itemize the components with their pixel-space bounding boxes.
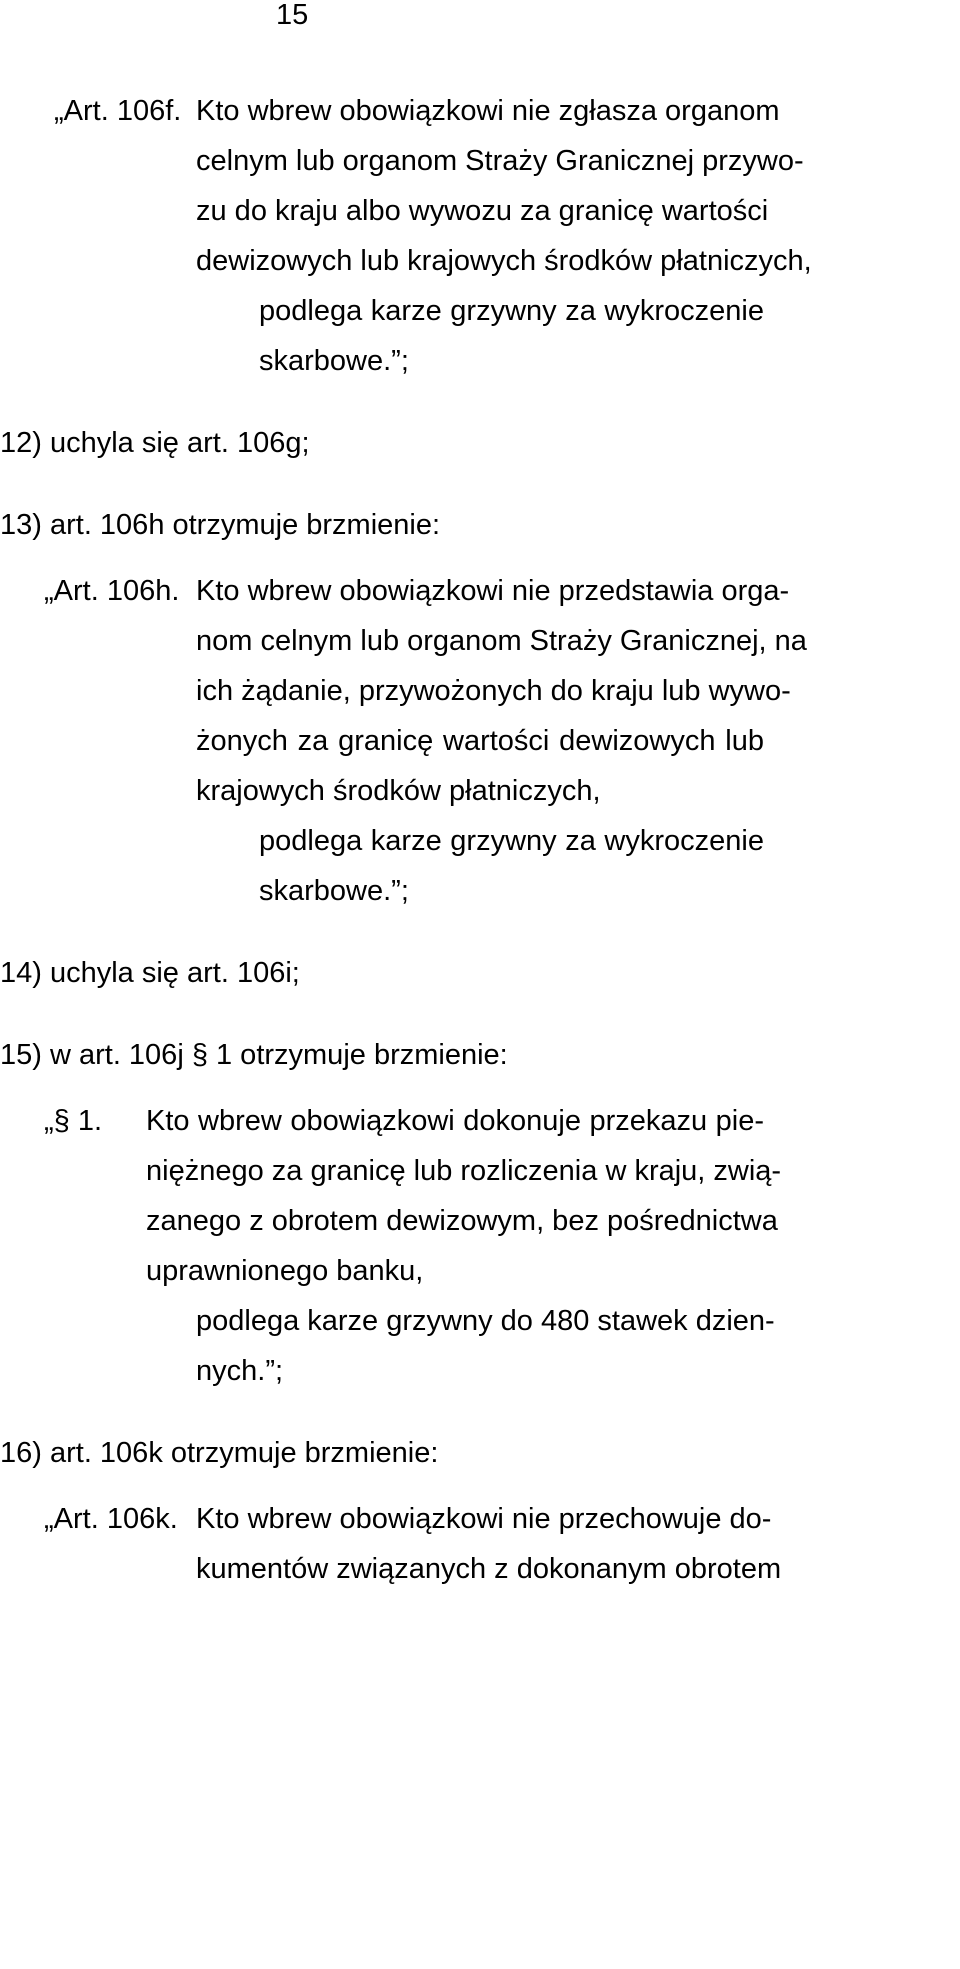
penalty-text-line: skarbowe.”; <box>259 345 409 377</box>
penalty-text-line: podlega karze grzywny za wykroczenie <box>259 825 764 857</box>
list-item: 12) uchyla się art. 106g; <box>0 427 310 459</box>
list-item: 13) art. 106h otrzymuje brzmienie: <box>0 509 441 541</box>
page-number: 15 <box>276 0 309 31</box>
penalty-text-line: nych.”; <box>196 1355 284 1387</box>
article-label: „Art. 106f. <box>54 95 182 127</box>
paragraph-text-line: niężnego za granicę lub rozliczenia w kraju, zwią- <box>146 1155 782 1187</box>
article-text-line: dewizowych lub krajowych środków płatniczych, <box>196 245 812 277</box>
list-item: 14) uchyla się art. 106i; <box>0 957 300 989</box>
article-label: „Art. 106h. <box>44 575 180 607</box>
list-item: 15) w art. 106j § 1 otrzymuje brzmienie: <box>0 1039 508 1071</box>
article-text-line: celnym lub organom Straży Granicznej przywo- <box>196 145 804 177</box>
paragraph-text-line: Kto wbrew obowiązkowi dokonuje przekazu pie- <box>146 1105 764 1137</box>
list-item: 16) art. 106k otrzymuje brzmienie: <box>0 1437 439 1469</box>
article-text-line: Kto wbrew obowiązkowi nie przechowuje do- <box>196 1503 772 1535</box>
paragraph-label: „§ 1. <box>44 1105 103 1137</box>
article-text-line: nom celnym lub organom Straży Granicznej, na <box>196 625 807 657</box>
penalty-text-line: skarbowe.”; <box>259 875 409 907</box>
penalty-text-line: podlega karze grzywny do 480 stawek dzien- <box>196 1305 775 1337</box>
paragraph-text-line: uprawnionego banku, <box>146 1255 424 1287</box>
article-text-line: kumentów związanych z dokonanym obrotem <box>196 1553 782 1585</box>
article-text-line: ich żądanie, przywożonych do kraju lub wywo- <box>196 675 791 707</box>
article-text-line: zu do kraju albo wywozu za granicę wartości <box>196 195 769 227</box>
article-text-line: Kto wbrew obowiązkowi nie zgłasza organom <box>196 95 780 127</box>
article-label: „Art. 106k. <box>44 1503 178 1535</box>
paragraph-text-line: zanego z obrotem dewizowym, bez pośrednictwa <box>146 1205 778 1237</box>
article-text-line: żonych za granicę wartości dewizowych lub <box>196 725 764 757</box>
article-text-line: Kto wbrew obowiązkowi nie przedstawia orga- <box>196 575 790 607</box>
penalty-text-line: podlega karze grzywny za wykroczenie <box>259 295 764 327</box>
article-text-line: krajowych środków płatniczych, <box>196 775 601 807</box>
